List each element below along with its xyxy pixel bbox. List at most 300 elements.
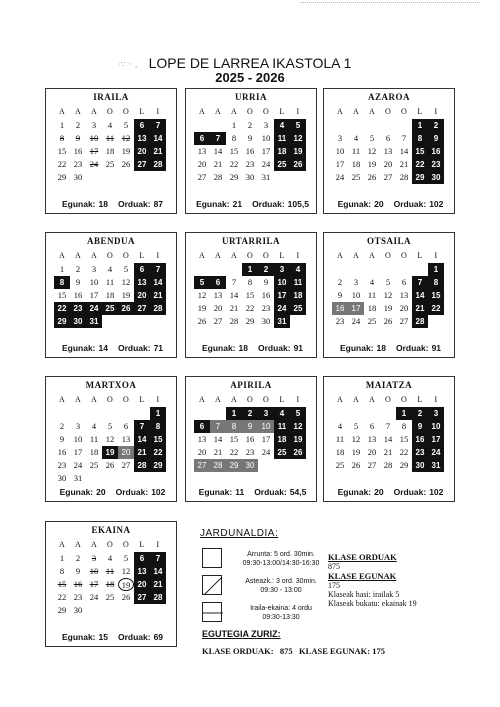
week-row: [46, 446, 176, 459]
day-cell: 19: [121, 290, 131, 300]
weekday-label: O: [106, 540, 114, 549]
day-cell: 8: [231, 133, 237, 143]
day-cell: 6: [134, 119, 150, 132]
day-cell: 12: [121, 566, 131, 576]
day-cell: 12: [290, 132, 306, 145]
day-cell: [396, 119, 412, 132]
day-cell: 8: [226, 420, 242, 433]
day-cell: 2: [428, 119, 444, 132]
week-row: [324, 315, 454, 328]
weekday-label: A: [336, 107, 344, 116]
day-cell: 13: [134, 132, 150, 145]
day-cell: 22: [229, 447, 239, 457]
legend-box-short-day: [202, 602, 222, 622]
day-cell: 11: [351, 146, 361, 156]
day-cell: 26: [121, 592, 131, 602]
day-cell: 13: [197, 146, 207, 156]
day-cell: [380, 119, 396, 132]
day-cell: 21: [150, 578, 166, 591]
day-cell: 29: [412, 171, 428, 184]
day-cell: 16: [73, 579, 83, 589]
day-cell: 17: [274, 289, 290, 302]
weekday-label: O: [246, 107, 254, 116]
month-summary: [46, 343, 176, 353]
weekday-header: [46, 249, 176, 262]
week-row: [46, 119, 176, 132]
day-cell: 8: [412, 132, 428, 145]
day-cell: 29: [57, 172, 67, 182]
day-cell: [380, 407, 396, 420]
month-name: EKAINA: [91, 525, 131, 535]
weekday-label: A: [90, 395, 98, 404]
day-cell: 10: [89, 277, 99, 287]
hours-value: 54,5: [289, 487, 307, 497]
day-cell: 10: [73, 434, 83, 444]
weekday-label: A: [198, 251, 206, 260]
day-cell: 12: [367, 146, 377, 156]
day-cell: 11: [290, 276, 306, 289]
month-name: MAIATZA: [365, 380, 413, 390]
day-cell: 22: [150, 446, 166, 459]
day-cell: 10: [261, 133, 271, 143]
weekday-label: I: [296, 251, 300, 260]
day-cell: [210, 407, 226, 420]
day-cell: 9: [59, 434, 65, 444]
week-row: [186, 407, 316, 420]
day-cell: 14: [150, 132, 166, 145]
weekday-label: L: [417, 107, 423, 116]
weekday-label: O: [384, 395, 392, 404]
week-row: [46, 145, 176, 158]
week-row: [324, 433, 454, 446]
day-cell: [332, 119, 348, 132]
day-cell: 21: [150, 289, 166, 302]
day-cell: 19: [102, 446, 118, 459]
day-cell: 5: [123, 553, 129, 563]
day-cell: 19: [367, 159, 377, 169]
day-cell: [210, 119, 226, 132]
day-cell: 2: [258, 263, 274, 276]
day-cell: 15: [57, 290, 67, 300]
day-cell: 21: [383, 447, 393, 457]
day-cell: [54, 407, 70, 420]
day-cell: 28: [383, 460, 393, 470]
day-cell: 17: [261, 434, 271, 444]
day-cell: 9: [428, 132, 444, 145]
day-cell: 12: [197, 290, 207, 300]
day-cell: 10: [89, 133, 99, 143]
week-row: [46, 171, 176, 184]
day-cell: 3: [258, 407, 274, 420]
week-row: [186, 459, 316, 472]
day-cell: 24: [89, 159, 99, 169]
day-cell: [150, 315, 166, 328]
day-cell: 21: [134, 446, 150, 459]
school-title: LOPE DE LARREA IKASTOLA 1: [148, 55, 352, 71]
day-cell: 6: [385, 133, 391, 143]
month-name: URRIA: [234, 92, 267, 102]
weekday-header: [46, 105, 176, 118]
day-cell: 15: [150, 433, 166, 446]
weekday-label: A: [352, 395, 360, 404]
day-cell: 20: [399, 303, 409, 313]
day-cell: 12: [105, 434, 115, 444]
day-cell: [364, 119, 380, 132]
day-cell: 1: [412, 119, 428, 132]
day-cell: 20: [367, 447, 377, 457]
day-cell: 13: [213, 290, 223, 300]
day-cell: 4: [107, 120, 113, 130]
day-cell: [134, 315, 150, 328]
day-cell: 7: [150, 552, 166, 565]
day-cell: 22: [428, 302, 444, 315]
day-cell: 5: [385, 277, 391, 287]
day-cell: 2: [75, 120, 81, 130]
month-summary: [46, 632, 176, 642]
day-cell: 11: [105, 277, 115, 287]
day-cell: 27: [194, 459, 210, 472]
day-cell: 11: [105, 566, 115, 576]
day-cell: 1: [59, 264, 65, 274]
day-cell: 23: [412, 446, 428, 459]
day-cell: 20: [213, 303, 223, 313]
month-apirila: [185, 376, 317, 502]
days-value: 21: [232, 199, 243, 209]
month-ekaina: [45, 521, 177, 647]
hours-label: Orduak:: [393, 199, 427, 209]
week-row: [186, 420, 316, 433]
month-name: IRAILA: [93, 92, 129, 102]
hours-value: 102: [429, 487, 444, 497]
day-cell: 23: [335, 316, 345, 326]
weekday-label: O: [246, 395, 254, 404]
day-cell: 15: [57, 146, 67, 156]
day-cell: 14: [412, 289, 428, 302]
day-cell: 26: [118, 302, 134, 315]
day-cell: 17: [348, 302, 364, 315]
day-cell: 12: [290, 420, 306, 433]
day-cell: 2: [247, 120, 253, 130]
day-cell: 27: [121, 460, 131, 470]
week-row: [46, 578, 176, 591]
days-value: 20: [374, 487, 384, 497]
month-name: MARTXOA: [85, 380, 137, 390]
day-cell: [150, 171, 166, 184]
week-row: [186, 315, 316, 328]
day-cell: 13: [134, 276, 150, 289]
day-cell: 1: [231, 120, 237, 130]
day-cell: [102, 407, 118, 420]
day-cell: 30: [73, 605, 83, 615]
weekday-label: O: [262, 395, 270, 404]
month-summary: [186, 343, 316, 353]
weekday-label: L: [139, 251, 145, 260]
month-name: OTSAILA: [366, 236, 411, 246]
day-cell: 28: [399, 172, 409, 182]
day-cell: 5: [123, 264, 129, 274]
weekday-header: [186, 249, 316, 262]
day-cell: 15: [399, 434, 409, 444]
week-row: [186, 289, 316, 302]
day-cell: 24: [86, 302, 102, 315]
day-cell: 12: [121, 133, 131, 143]
weekday-label: I: [156, 107, 160, 116]
week-row: [46, 289, 176, 302]
day-cell: 22: [399, 447, 409, 457]
day-cell: 3: [353, 277, 359, 287]
day-cell: 23: [261, 303, 271, 313]
day-cell: [134, 472, 150, 485]
legend-heading: JARDUNALDIA:: [200, 528, 279, 539]
day-cell: 18: [290, 289, 306, 302]
month-name: AZAROA: [367, 92, 410, 102]
day-cell: 29: [399, 460, 409, 470]
weekday-label: O: [384, 107, 392, 116]
day-cell: 7: [231, 277, 237, 287]
weekday-label: A: [74, 395, 82, 404]
day-cell: 12: [383, 290, 393, 300]
day-cell: 5: [123, 120, 129, 130]
weekday-label: O: [122, 251, 130, 260]
day-cell: 12: [121, 277, 131, 287]
day-cell: [118, 604, 134, 617]
day-cell: 30: [412, 459, 428, 472]
weekday-label: O: [106, 107, 114, 116]
day-cell: 17: [89, 146, 99, 156]
day-cell: [290, 171, 306, 184]
day-cell: 3: [91, 553, 97, 563]
day-cell: 19: [197, 303, 207, 313]
day-cell: 28: [150, 158, 166, 171]
day-cell: 24: [351, 316, 361, 326]
day-cell: 21: [399, 159, 409, 169]
day-cell: 18: [89, 447, 99, 457]
day-cell: 27: [134, 158, 150, 171]
day-cell: [428, 315, 444, 328]
hours-label: Orduak:: [254, 487, 287, 497]
weekday-label: A: [368, 107, 376, 116]
day-cell: 23: [245, 447, 255, 457]
weekday-label: A: [230, 107, 238, 116]
weekday-label: A: [214, 107, 222, 116]
days-label: Egunak:: [61, 199, 96, 209]
day-cell: [194, 263, 210, 276]
days-label: Egunak:: [61, 343, 96, 353]
day-cell: 8: [59, 566, 65, 576]
weekday-label: A: [58, 540, 66, 549]
day-cell: 2: [412, 407, 428, 420]
days-label: Egunak:: [339, 343, 374, 353]
day-cell: 19: [290, 145, 306, 158]
day-cell: 30: [242, 459, 258, 472]
day-cell: 17: [335, 159, 345, 169]
week-row: [46, 276, 176, 289]
days-value: 20: [96, 487, 106, 497]
day-cell: 7: [150, 263, 166, 276]
day-cell: 29: [226, 459, 242, 472]
day-cell: 2: [75, 264, 81, 274]
day-cell: 7: [150, 119, 166, 132]
day-cell: 3: [428, 407, 444, 420]
week-row: [324, 459, 454, 472]
weekday-label: A: [90, 251, 98, 260]
hours-label: Orduak:: [257, 343, 291, 353]
week-row: [324, 171, 454, 184]
week-row: [324, 132, 454, 145]
day-cell: 25: [274, 158, 290, 171]
legend-normal-text: Arrunta: 5 ord. 30min. 09:30-13:00/14:30-16:30: [242, 551, 320, 567]
weekday-label: O: [106, 251, 114, 260]
day-cell: [150, 604, 166, 617]
day-cell: 16: [57, 447, 67, 457]
day-cell: 20: [134, 289, 150, 302]
day-cell: 15: [229, 434, 239, 444]
month-name: URTARRILA: [221, 236, 281, 246]
day-cell: 21: [213, 447, 223, 457]
top-dotted-line: [300, 2, 480, 3]
day-cell: 1: [396, 407, 412, 420]
day-cell: 25: [89, 460, 99, 470]
day-cell: 1: [59, 120, 65, 130]
day-cell: 7: [210, 132, 226, 145]
day-cell: 24: [261, 159, 271, 169]
day-cell: [86, 171, 102, 184]
day-cell: 26: [197, 316, 207, 326]
day-cell: 15: [57, 579, 67, 589]
day-cell: 4: [353, 133, 359, 143]
day-cell: 3: [91, 264, 97, 274]
hours-label: Orduak:: [117, 199, 151, 209]
day-cell: 30: [57, 473, 67, 483]
day-cell: 28: [150, 302, 166, 315]
day-cell: [412, 263, 428, 276]
week-row: [186, 119, 316, 132]
day-cell: 23: [245, 159, 255, 169]
day-cell: 21: [213, 159, 223, 169]
day-cell: 13: [383, 146, 393, 156]
day-cell: [134, 407, 150, 420]
day-cell: [86, 604, 102, 617]
week-row: [46, 604, 176, 617]
day-cell: 11: [274, 132, 290, 145]
weekday-label: O: [400, 395, 408, 404]
legend-short-day-text: Iraila-ekaina: 4 ordu 09:30-13:30: [250, 605, 312, 621]
day-cell: 31: [428, 459, 444, 472]
weekday-header: [324, 105, 454, 118]
day-cell: 9: [337, 290, 343, 300]
day-cell: 14: [134, 433, 150, 446]
hours-label: Orduak:: [117, 343, 151, 353]
day-cell: [118, 171, 134, 184]
weekday-label: O: [106, 395, 114, 404]
day-cell: 25: [351, 172, 361, 182]
day-cell: [194, 407, 210, 420]
days-label: Egunak:: [201, 343, 236, 353]
day-cell: 27: [367, 460, 377, 470]
days-value: 15: [98, 632, 108, 642]
weekday-label: O: [384, 251, 392, 260]
day-cell: 16: [73, 146, 83, 156]
day-cell: 19: [121, 146, 131, 156]
day-cell: 18: [105, 290, 115, 300]
days-value: 18: [98, 199, 108, 209]
weekday-label: A: [90, 107, 98, 116]
days-label: Egunak:: [337, 199, 372, 209]
weekday-label: A: [230, 395, 238, 404]
week-row: [324, 420, 454, 433]
day-cell: 13: [134, 565, 150, 578]
day-cell: 7: [401, 133, 407, 143]
day-cell: 28: [412, 315, 428, 328]
week-row: [46, 472, 176, 485]
day-cell: 15: [428, 289, 444, 302]
days-value: 20: [374, 199, 384, 209]
day-cell: 30: [70, 315, 86, 328]
weekday-label: A: [230, 251, 238, 260]
day-cell: 1: [59, 553, 65, 563]
day-cell: 4: [337, 421, 343, 431]
week-row: [46, 459, 176, 472]
day-cell: 13: [197, 434, 207, 444]
day-cell: [70, 407, 86, 420]
day-cell: 3: [91, 120, 97, 130]
weekday-label: O: [262, 251, 270, 260]
day-cell: 5: [290, 119, 306, 132]
days-label: Egunak:: [337, 487, 372, 497]
day-cell: 18: [274, 145, 290, 158]
weekday-label: I: [296, 107, 300, 116]
weekday-label: L: [139, 540, 145, 549]
weekday-label: L: [279, 251, 285, 260]
weekday-label: A: [214, 395, 222, 404]
weekday-label: O: [400, 107, 408, 116]
day-cell: 24: [335, 172, 345, 182]
week-row: [186, 276, 316, 289]
day-cell: 4: [91, 421, 97, 431]
day-cell: 22: [57, 159, 67, 169]
day-cell: [274, 459, 290, 472]
day-cell: 17: [89, 579, 99, 589]
month-azaroa: [323, 88, 455, 214]
weekday-header: [186, 105, 316, 118]
weekday-label: L: [139, 395, 145, 404]
day-cell: 28: [229, 316, 239, 326]
day-cell: 18: [351, 159, 361, 169]
day-cell: 25: [274, 446, 290, 459]
week-row: [46, 302, 176, 315]
month-summary: [324, 343, 454, 353]
week-row: [324, 145, 454, 158]
day-cell: 16: [73, 290, 83, 300]
hours-value: 102: [151, 487, 166, 497]
day-cell: 8: [401, 421, 407, 431]
week-row: [186, 145, 316, 158]
day-cell: 20: [197, 447, 207, 457]
day-cell: 4: [107, 264, 113, 274]
day-cell: 19: [118, 578, 134, 591]
month-otsaila: [323, 232, 455, 358]
day-cell: 31: [73, 473, 83, 483]
month-summary: [324, 487, 454, 497]
day-cell: 18: [105, 146, 115, 156]
day-cell: [150, 472, 166, 485]
weekday-header: [186, 393, 316, 406]
week-row: [324, 289, 454, 302]
day-cell: [396, 263, 412, 276]
day-cell: 4: [290, 263, 306, 276]
day-cell: 22: [245, 303, 255, 313]
day-cell: 13: [367, 434, 377, 444]
